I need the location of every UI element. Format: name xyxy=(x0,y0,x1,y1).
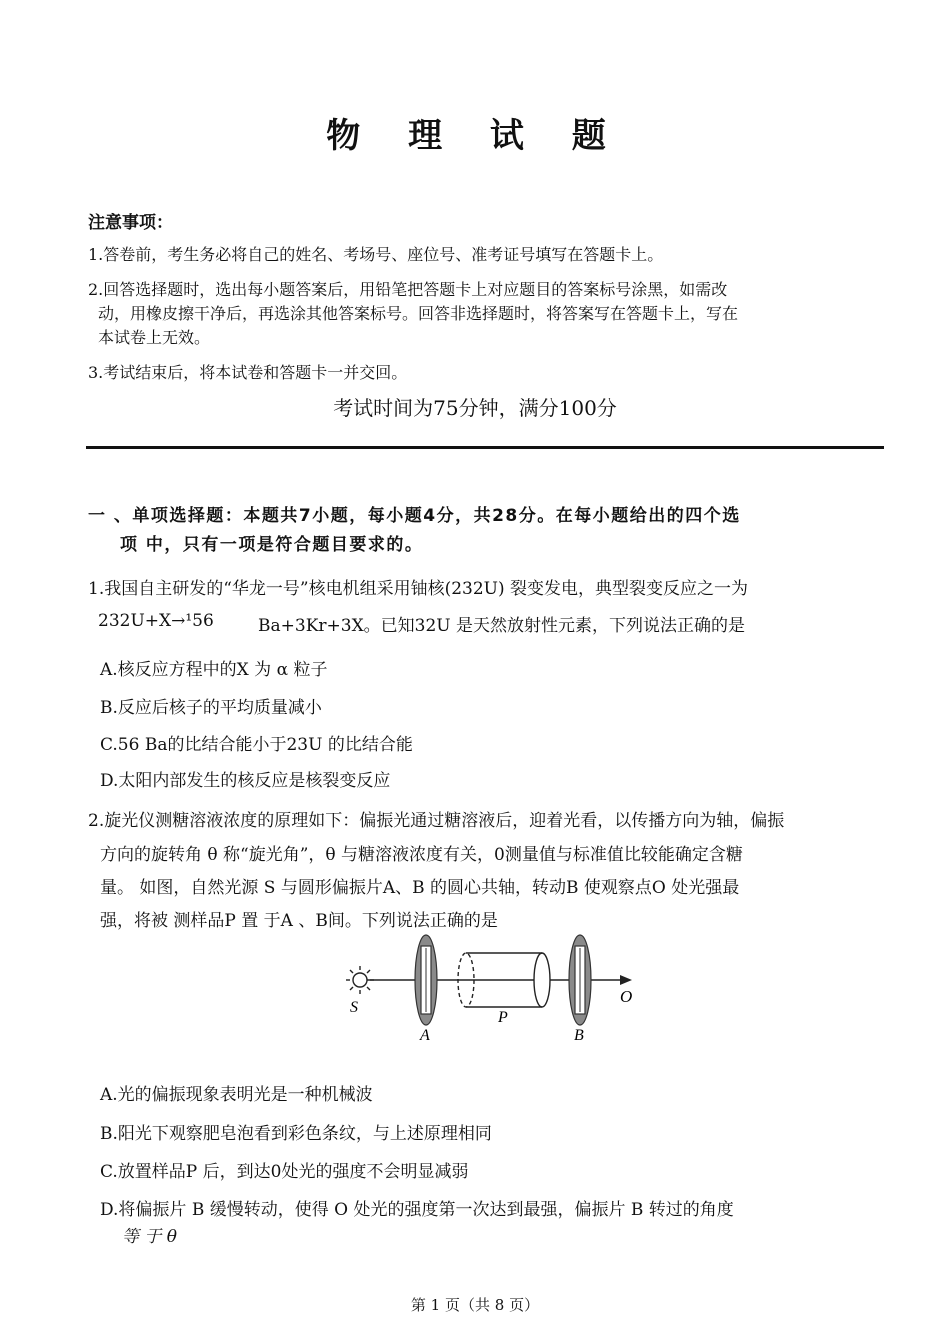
q2-stem-cont2: 量。 如图，自然光源 S 与圆形偏振片A、B 的圆心共轴，转动B 使观察点O 处光强最 xyxy=(100,878,740,898)
label-a: A xyxy=(420,1027,430,1044)
page-title: 物 理 试 题 xyxy=(326,116,624,156)
notice-item-2-cont2: 本试卷上无效。 xyxy=(98,328,211,347)
q1-equation: 232U+X→¹56 xyxy=(98,611,214,631)
q1-option-c: C.56 Ba的比结合能小于23U 的比结合能 xyxy=(100,735,413,755)
polarizer-a xyxy=(415,935,437,1025)
label-p: P xyxy=(498,1009,508,1026)
notice-item-3: 3.考试结束后，将本试卷和答题卡一并交回。 xyxy=(88,363,408,382)
q2-option-a: A.光的偏振现象表明光是一种机械波 xyxy=(100,1085,373,1105)
notice-item-2: 2.回答选择题时，选出每小题答案后，用铅笔把答题卡上对应题目的答案标号涂黑，如需改 xyxy=(88,280,728,299)
exam-time: 考试时间为75分钟，满分100分 xyxy=(333,396,617,420)
notice-heading: 注意事项： xyxy=(88,213,173,233)
notice-item-2-cont: 动，用橡皮擦干净后，再选涂其他答案标号。回答非选择题时，将答案写在答题卡上，写在 xyxy=(98,304,739,323)
q2-stem: 2.旋光仪测糖溶液浓度的原理如下：偏振光通过糖溶液后，迎着光看，以传播方向为轴，偏振 xyxy=(88,811,785,831)
q1-option-d: D.太阳内部发生的核反应是核裂变反应 xyxy=(100,771,391,791)
q1-option-b: B.反应后核子的平均质量减小 xyxy=(100,698,322,718)
q2-stem-cont1: 方向的旋转角 θ 称“旋光角”，θ 与糖溶液浓度有关，0测量值与标准值比较能确定含糖 xyxy=(100,845,743,865)
q1-stem-cont: Ba+3Kr+3X。已知32U 是天然放射性元素，下列说法正确的是 xyxy=(258,616,746,636)
label-o: O xyxy=(620,987,633,1006)
arrow-icon xyxy=(620,975,632,985)
q2-option-d: D.将偏振片 B 缓慢转动，使得 O 处光的强度第一次达到最强，偏振片 B 转过的角度 xyxy=(100,1200,734,1220)
label-b: B xyxy=(574,1027,584,1044)
section-heading: 一 、单项选择题：本题共7小题，每小题4分，共28分。在每小题给出的四个选 xyxy=(88,506,741,526)
notice-item-1: 1.答卷前，考生务必将自己的姓名、考场号、座位号、准考证号填写在答题卡上。 xyxy=(88,245,664,264)
label-s: S xyxy=(350,999,358,1016)
q2-option-c: C.放置样品P 后，到达0处光的强度不会明显减弱 xyxy=(100,1162,469,1182)
q2-option-b: B.阳光下观察肥皂泡看到彩色条纹，与上述原理相同 xyxy=(100,1124,492,1144)
q2-option-d-cont: 等 于 θ xyxy=(122,1227,178,1247)
polarimeter-figure xyxy=(340,930,650,1050)
polarizer-b xyxy=(569,935,591,1025)
page-number: 第 1 页（共 8 页） xyxy=(410,1296,540,1314)
q1-option-a: A.核反应方程中的X 为 α 粒子 xyxy=(100,660,328,680)
section-heading-cont: 项 中，只有一项是符合题目要求的。 xyxy=(120,535,424,555)
q1-stem: 1.我国自主研发的“华龙一号”核电机组采用铀核(232U) 裂变发电，典型裂变反应之一为 xyxy=(88,579,749,599)
q2-stem-cont3: 强，将被 测样品P 置 于A 、B间。下列说法正确的是 xyxy=(100,911,498,931)
divider xyxy=(86,446,884,449)
